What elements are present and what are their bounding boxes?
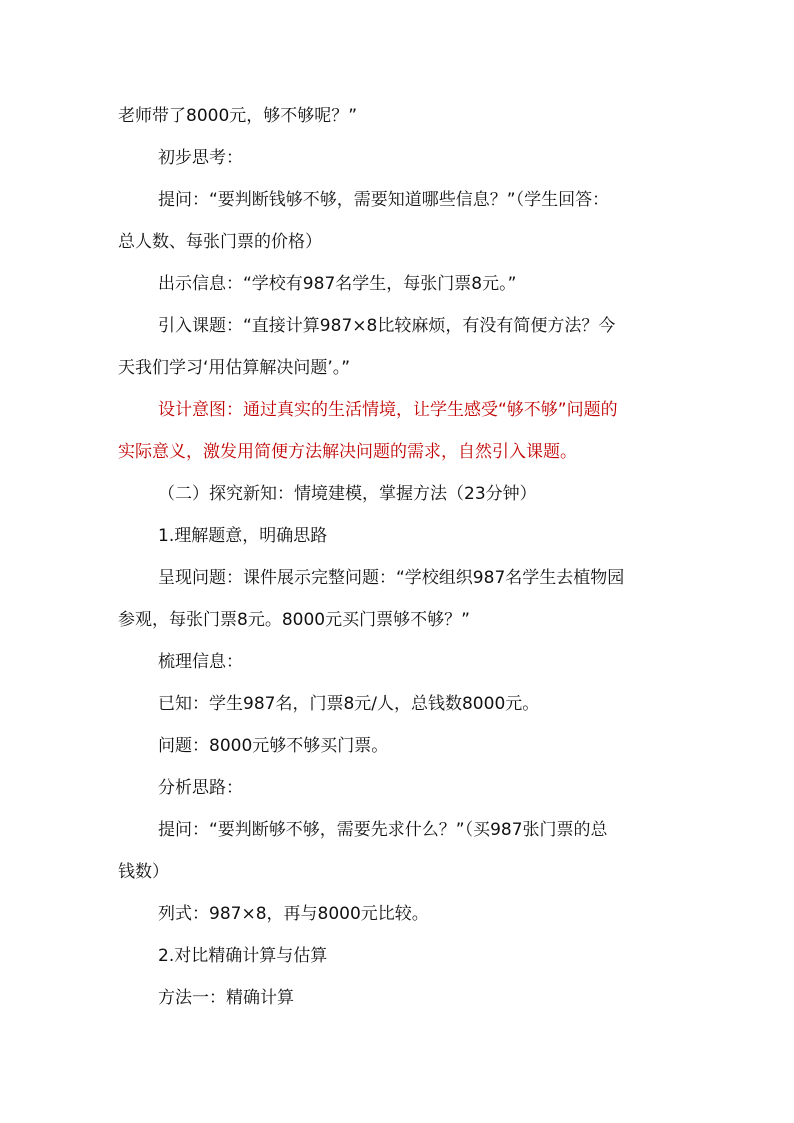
text-line: 提问：“要判断够不够，需要先求什么？”（买987张门票的总	[158, 820, 608, 840]
text-line: 天我们学习‘用估算解决问题’。”	[118, 358, 351, 378]
text-line: 分析思路：	[158, 778, 243, 798]
text-line: 老师带了8000元，够不够呢？”	[118, 106, 358, 126]
text-line: 提问：“要判断钱够不够，需要知道哪些信息？”（学生回答：	[158, 190, 610, 210]
text-line: 引入课题：“直接计算987×8比较麻烦，有没有简便方法？今	[158, 316, 616, 336]
subsection-heading: 2.对比精确计算与估算	[158, 946, 328, 966]
text-line: 出示信息：“学校有987名学生，每张门票8元。”	[158, 274, 517, 294]
text-line: 初步思考：	[158, 148, 243, 168]
text-line: 参观，每张门票8元。8000元买门票够不够？”	[118, 610, 470, 630]
design-intent-line: 实际意义，激发用简便方法解决问题的需求，自然引入课题。	[118, 442, 577, 462]
text-line: 梳理信息：	[158, 652, 243, 672]
text-line: 钱数）	[118, 862, 169, 882]
text-line: 呈现问题：课件展示完整问题：“学校组织987名学生去植物园	[158, 568, 625, 588]
text-line: 问题：8000元够不够买门票。	[158, 736, 389, 756]
text-line: 已知：学生987名，门票8元/人，总钱数8000元。	[158, 694, 540, 714]
section-heading: （二）探究新知：情境建模，掌握方法（23分钟）	[158, 484, 537, 504]
text-line: 方法一：精确计算	[158, 988, 294, 1008]
text-line: 总人数、每张门票的价格）	[118, 232, 322, 252]
subsection-heading: 1.理解题意，明确思路	[158, 526, 328, 546]
text-line: 列式：987×8，再与8000元比较。	[158, 904, 429, 924]
design-intent-line: 设计意图：通过真实的生活情境，让学生感受“够不够”问题的	[158, 400, 618, 420]
